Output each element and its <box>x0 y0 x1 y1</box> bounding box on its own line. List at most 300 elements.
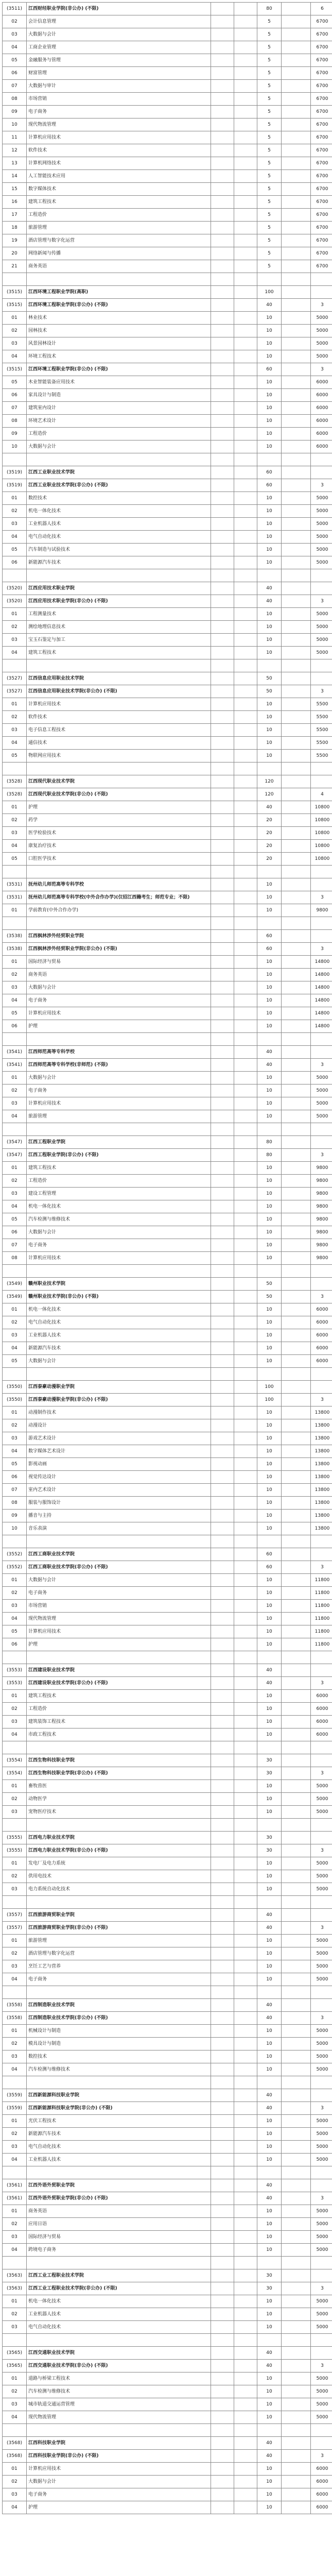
row-name: 电子信息工程技术 <box>27 724 211 737</box>
row-name: 财富管理 <box>27 67 211 80</box>
row-fee: 6700 <box>311 54 332 67</box>
row-fee <box>311 273 332 286</box>
row-name: 计算机网络技术 <box>27 157 211 170</box>
row-fee: 3 <box>311 1922 332 1935</box>
row-col-d <box>282 1883 311 1896</box>
row-col-b <box>234 1690 257 1703</box>
institution-row <box>3 1922 332 1935</box>
row-name: 江西泰豪动漫职业学院(非公办) (不限) <box>27 1394 211 1406</box>
institution-row <box>3 582 332 595</box>
row-col-a <box>211 1484 234 1497</box>
row-col-a <box>211 1780 234 1793</box>
row-fee: 9800 <box>311 1200 332 1213</box>
row-name: 护理 <box>27 1638 211 1651</box>
row-name: 测绘地理信息技术 <box>27 621 211 634</box>
row-col-b <box>234 1278 257 1291</box>
row-col-d <box>282 1175 311 1188</box>
row-fee: 3 <box>311 1767 332 1780</box>
row-code: 14 <box>3 170 27 183</box>
row-name: 江西现代职业技术学院 <box>27 775 211 788</box>
row-col-b <box>234 724 257 737</box>
row-col-d <box>282 2205 311 2218</box>
row-code: 03 <box>3 2231 27 2244</box>
row-col-d <box>282 222 311 234</box>
row-code: 03 <box>3 724 27 737</box>
row-fee: 3 <box>311 2360 332 2372</box>
row-col-d <box>282 878 311 891</box>
row-name: 工商企业管理 <box>27 41 211 54</box>
major-row <box>3 1857 332 1870</box>
major-row <box>3 801 332 814</box>
row-col-a <box>211 1960 234 1973</box>
row-col-a <box>211 260 234 273</box>
row-name: 江西信息应用职业技术学院 <box>27 672 211 685</box>
row-count: 10 <box>257 2231 282 2244</box>
major-row <box>3 312 332 325</box>
row-col-a <box>211 814 234 827</box>
row-count: 100 <box>257 1381 282 1394</box>
row-col-b <box>234 1677 257 1690</box>
row-name: 木业智能装备应用技术 <box>27 376 211 389</box>
row-count: 5 <box>257 247 282 260</box>
row-count: 10 <box>257 2205 282 2218</box>
row-col-b <box>234 1973 257 1986</box>
row-code <box>3 1265 27 1278</box>
row-fee: 10800 <box>311 801 332 814</box>
row-fee: 3 <box>311 2012 332 2025</box>
row-col-b <box>234 2192 257 2205</box>
institution-row <box>3 3 332 15</box>
row-name: 园林技术 <box>27 325 211 337</box>
row-code: (3550) <box>3 1381 27 1394</box>
row-col-a <box>211 544 234 556</box>
row-count: 30 <box>257 1844 282 1857</box>
row-name: 江西工业职业技术学院(非公办) (不限) <box>27 479 211 492</box>
row-code: (3549) <box>3 1291 27 1303</box>
row-col-b <box>234 582 257 595</box>
major-row <box>3 376 332 389</box>
row-col-a <box>211 402 234 415</box>
row-col-a <box>211 1084 234 1097</box>
row-col-b <box>234 827 257 840</box>
row-col-a <box>211 2463 234 2476</box>
row-count: 10 <box>257 1960 282 1973</box>
institution-row <box>3 1754 332 1767</box>
row-fee <box>311 1535 332 1548</box>
row-fee: 5000 <box>311 1935 332 1947</box>
row-fee: 5000 <box>311 518 332 531</box>
row-col-b <box>234 878 257 891</box>
row-code: (3520) <box>3 582 27 595</box>
row-col-b <box>234 2295 257 2308</box>
row-col-b <box>234 801 257 814</box>
row-name <box>27 1741 211 1754</box>
row-name: 动漫制作技术 <box>27 1406 211 1419</box>
row-code: 04 <box>3 1342 27 1355</box>
row-col-a <box>211 1754 234 1767</box>
major-row <box>3 67 332 80</box>
major-row <box>3 80 332 93</box>
row-col-d <box>282 389 311 402</box>
row-name: 江西电力职业技术学院 <box>27 1832 211 1844</box>
row-name: 江西工程职业学院 <box>27 1136 211 1149</box>
row-fee: 5000 <box>311 1806 332 1819</box>
row-name: 汽车检测与维修技术 <box>27 2063 211 2076</box>
major-row <box>3 1368 332 1381</box>
row-name: 风景园林设计 <box>27 337 211 350</box>
row-name: 电子商务 <box>27 2488 211 2501</box>
row-count: 5 <box>257 118 282 131</box>
row-col-b <box>234 2115 257 2128</box>
row-fee <box>311 453 332 466</box>
row-fee: 6700 <box>311 28 332 41</box>
row-name: 数字媒体技术 <box>27 183 211 196</box>
row-code: 01 <box>3 2115 27 2128</box>
row-col-a <box>211 969 234 981</box>
row-col-d <box>282 647 311 659</box>
row-col-b <box>234 866 257 878</box>
row-col-a <box>211 827 234 840</box>
row-col-b <box>234 131 257 144</box>
row-col-a <box>211 106 234 118</box>
row-col-b <box>234 1587 257 1600</box>
row-col-b <box>234 969 257 981</box>
row-col-a <box>211 1561 234 1574</box>
row-col-b <box>234 762 257 775</box>
row-name: 机电一体化技术 <box>27 2295 211 2308</box>
row-code: 05 <box>3 853 27 866</box>
row-col-d <box>282 376 311 389</box>
row-col-d <box>282 930 311 943</box>
row-col-b <box>234 904 257 917</box>
row-count: 10 <box>257 1419 282 1432</box>
row-count: 60 <box>257 363 282 376</box>
row-col-b <box>234 1522 257 1535</box>
row-fee: 6000 <box>311 1355 332 1368</box>
row-col-d <box>282 891 311 904</box>
row-col-a <box>211 1819 234 1832</box>
row-col-a <box>211 1935 234 1947</box>
row-count: 5 <box>257 157 282 170</box>
row-code: 03 <box>3 1097 27 1110</box>
row-count: 20 <box>257 840 282 853</box>
row-col-d <box>282 1200 311 1213</box>
row-col-d <box>282 1303 311 1316</box>
row-fee: 6700 <box>311 106 332 118</box>
row-col-b <box>234 350 257 363</box>
row-code: 04 <box>3 647 27 659</box>
row-fee: 10800 <box>311 827 332 840</box>
row-code: 03 <box>3 1600 27 1613</box>
row-count: 10 <box>257 737 282 750</box>
row-col-a <box>211 2476 234 2488</box>
major-row <box>3 1960 332 1973</box>
row-col-d <box>282 196 311 209</box>
row-name: 室内艺术设计 <box>27 1484 211 1497</box>
row-col-d <box>282 775 311 788</box>
major-row <box>3 2218 332 2231</box>
row-code <box>3 273 27 286</box>
row-fee: 6000 <box>311 1716 332 1728</box>
major-row <box>3 544 332 556</box>
row-fee: 3 <box>311 1561 332 1574</box>
row-fee: 13800 <box>311 1522 332 1535</box>
row-code <box>3 1986 27 1999</box>
row-col-b <box>234 737 257 750</box>
institution-row <box>3 1832 332 1844</box>
row-col-b <box>234 891 257 904</box>
major-row <box>3 2501 332 2514</box>
row-code: 07 <box>3 1484 27 1497</box>
row-name: 学前教育(中外合作办学) <box>27 904 211 917</box>
major-row <box>3 1265 332 1278</box>
institution-row <box>3 595 332 608</box>
row-col-d <box>282 1162 311 1175</box>
row-count: 10 <box>257 2115 282 2128</box>
row-fee <box>311 1651 332 1664</box>
major-row <box>3 634 332 647</box>
row-col-b <box>234 312 257 325</box>
row-col-a <box>211 1303 234 1316</box>
row-col-d <box>282 1226 311 1239</box>
major-row <box>3 28 332 41</box>
row-col-a <box>211 1329 234 1342</box>
row-code: (3557) <box>3 1909 27 1922</box>
row-col-b <box>234 1110 257 1123</box>
row-col-a <box>211 41 234 54</box>
row-code: (3563) <box>3 2269 27 2282</box>
row-name: 江西应用技术职业学院(非公办) (不限) <box>27 595 211 608</box>
row-fee: 6000 <box>311 376 332 389</box>
major-row <box>3 2372 332 2385</box>
row-col-a <box>211 1368 234 1381</box>
row-count <box>257 1033 282 1046</box>
major-row <box>3 2025 332 2038</box>
row-col-b <box>234 1175 257 1188</box>
row-code: 03 <box>3 981 27 994</box>
row-code: 03 <box>3 2321 27 2334</box>
row-name: 新能源汽车技术 <box>27 2128 211 2141</box>
row-col-a <box>211 1857 234 1870</box>
row-code: 02 <box>3 1587 27 1600</box>
row-fee: 5000 <box>311 2063 332 2076</box>
row-col-b <box>234 1033 257 1046</box>
row-count: 10 <box>257 1355 282 1368</box>
row-name <box>27 2166 211 2179</box>
row-count <box>257 917 282 930</box>
row-code: 04 <box>3 1973 27 1986</box>
row-col-d <box>282 415 311 428</box>
major-row <box>3 415 332 428</box>
row-col-b <box>234 595 257 608</box>
row-col-d <box>282 1252 311 1265</box>
row-col-a <box>211 994 234 1007</box>
row-code: 06 <box>3 1471 27 1484</box>
row-col-a <box>211 672 234 685</box>
row-name: 江西师范高等专科学校(非师范) (不限) <box>27 1059 211 1072</box>
row-col-a <box>211 1432 234 1445</box>
row-col-d <box>282 2038 311 2050</box>
major-row <box>3 1780 332 1793</box>
row-col-a <box>211 2295 234 2308</box>
row-count <box>257 453 282 466</box>
row-col-b <box>234 1188 257 1200</box>
row-fee: 6000 <box>311 2501 332 2514</box>
row-count: 10 <box>257 1703 282 1716</box>
row-fee: 6000 <box>311 1690 332 1703</box>
row-code: 01 <box>3 1162 27 1175</box>
row-fee: 5000 <box>311 621 332 634</box>
row-code: 08 <box>3 93 27 106</box>
row-name: 江西外语外贸职业学院 <box>27 2179 211 2192</box>
row-col-d <box>282 2282 311 2295</box>
major-row <box>3 183 332 196</box>
row-col-a <box>211 569 234 582</box>
row-name: 江西生物科技职业学院 <box>27 1754 211 1767</box>
row-name: 机电一体化技术 <box>27 505 211 518</box>
row-col-d <box>282 402 311 415</box>
row-name: 商务英语 <box>27 2205 211 2218</box>
row-count: 5 <box>257 131 282 144</box>
row-col-b <box>234 2205 257 2218</box>
row-fee: 5000 <box>311 350 332 363</box>
row-code: 06 <box>3 1638 27 1651</box>
row-code: 01 <box>3 801 27 814</box>
row-count: 10 <box>257 750 282 762</box>
row-col-a <box>211 2501 234 2514</box>
row-name: 电子商务 <box>27 1973 211 1986</box>
row-count: 10 <box>257 556 282 569</box>
row-col-b <box>234 1922 257 1935</box>
major-row <box>3 917 332 930</box>
row-fee: 9800 <box>311 904 332 917</box>
row-fee: 5500 <box>311 711 332 724</box>
row-col-a <box>211 956 234 969</box>
row-col-d <box>282 2154 311 2166</box>
major-row <box>3 389 332 402</box>
row-col-b <box>234 2141 257 2154</box>
row-name <box>27 1265 211 1278</box>
row-fee <box>311 286 332 299</box>
major-row <box>3 1716 332 1728</box>
row-count: 40 <box>257 2347 282 2360</box>
row-code: 04 <box>3 2063 27 2076</box>
row-code: 02 <box>3 1870 27 1883</box>
row-col-a <box>211 685 234 698</box>
row-col-d <box>282 917 311 930</box>
major-row <box>3 54 332 67</box>
row-col-b <box>234 569 257 582</box>
row-col-a <box>211 1445 234 1458</box>
row-code <box>3 1819 27 1832</box>
row-fee: 10800 <box>311 814 332 827</box>
row-code: 02 <box>3 505 27 518</box>
row-fee: 5500 <box>311 737 332 750</box>
row-col-d <box>282 1046 311 1059</box>
row-count: 80 <box>257 1136 282 1149</box>
row-col-b <box>234 1986 257 1999</box>
row-name: 大数据与会计 <box>27 1355 211 1368</box>
row-col-b <box>234 1574 257 1587</box>
row-count: 40 <box>257 2179 282 2192</box>
row-col-d <box>282 67 311 80</box>
institution-row <box>3 2089 332 2102</box>
row-col-d <box>282 1780 311 1793</box>
row-fee: 3 <box>311 1844 332 1857</box>
row-fee: 3 <box>311 363 332 376</box>
major-row <box>3 2334 332 2347</box>
row-code: 02 <box>3 969 27 981</box>
row-col-b <box>234 440 257 453</box>
row-col-a <box>211 1716 234 1728</box>
row-col-a <box>211 2128 234 2141</box>
row-code: 01 <box>3 1935 27 1947</box>
row-col-b <box>234 1084 257 1097</box>
row-count: 40 <box>257 1046 282 1059</box>
row-col-a <box>211 891 234 904</box>
row-name <box>27 1368 211 1381</box>
row-count: 10 <box>257 350 282 363</box>
major-row <box>3 196 332 209</box>
institution-row <box>3 2360 332 2372</box>
row-name: 供用电技术 <box>27 1870 211 1883</box>
row-col-d <box>282 93 311 106</box>
row-name: 江西工程职业学院(非公办) (不限) <box>27 1149 211 1162</box>
row-col-a <box>211 711 234 724</box>
row-col-b <box>234 2411 257 2424</box>
row-code: 10 <box>3 440 27 453</box>
row-fee: 5000 <box>311 492 332 505</box>
row-col-a <box>211 1844 234 1857</box>
row-count: 40 <box>257 801 282 814</box>
row-code: 12 <box>3 144 27 157</box>
row-name: 计算机应用技术 <box>27 1097 211 1110</box>
institution-row <box>3 1767 332 1780</box>
row-code: 04 <box>3 737 27 750</box>
row-col-b <box>234 634 257 647</box>
row-name: 软件技术 <box>27 711 211 724</box>
row-count: 100 <box>257 1394 282 1406</box>
row-col-b <box>234 2463 257 2476</box>
row-col-b <box>234 2372 257 2385</box>
row-code: 02 <box>3 621 27 634</box>
row-code: 02 <box>3 1419 27 1432</box>
row-code: 18 <box>3 222 27 234</box>
row-fee: 6000 <box>311 1303 332 1316</box>
major-row <box>3 981 332 994</box>
row-name: 电气自动化技术 <box>27 2141 211 2154</box>
row-fee: 5000 <box>311 2038 332 2050</box>
row-name: 市政工程技术 <box>27 1728 211 1741</box>
row-code: 04 <box>3 2501 27 2514</box>
row-col-d <box>282 15 311 28</box>
row-fee <box>311 466 332 479</box>
row-count <box>257 1741 282 1754</box>
row-count: 40 <box>257 1909 282 1922</box>
institution-row <box>3 1278 332 1291</box>
row-col-b <box>234 54 257 67</box>
row-col-b <box>234 118 257 131</box>
row-code: (3559) <box>3 2102 27 2115</box>
row-col-a <box>211 54 234 67</box>
institution-row <box>3 2347 332 2360</box>
major-row <box>3 1252 332 1265</box>
row-col-d <box>282 1110 311 1123</box>
row-name <box>27 1896 211 1909</box>
row-col-b <box>234 930 257 943</box>
row-count: 10 <box>257 1497 282 1510</box>
row-count: 10 <box>257 2050 282 2063</box>
